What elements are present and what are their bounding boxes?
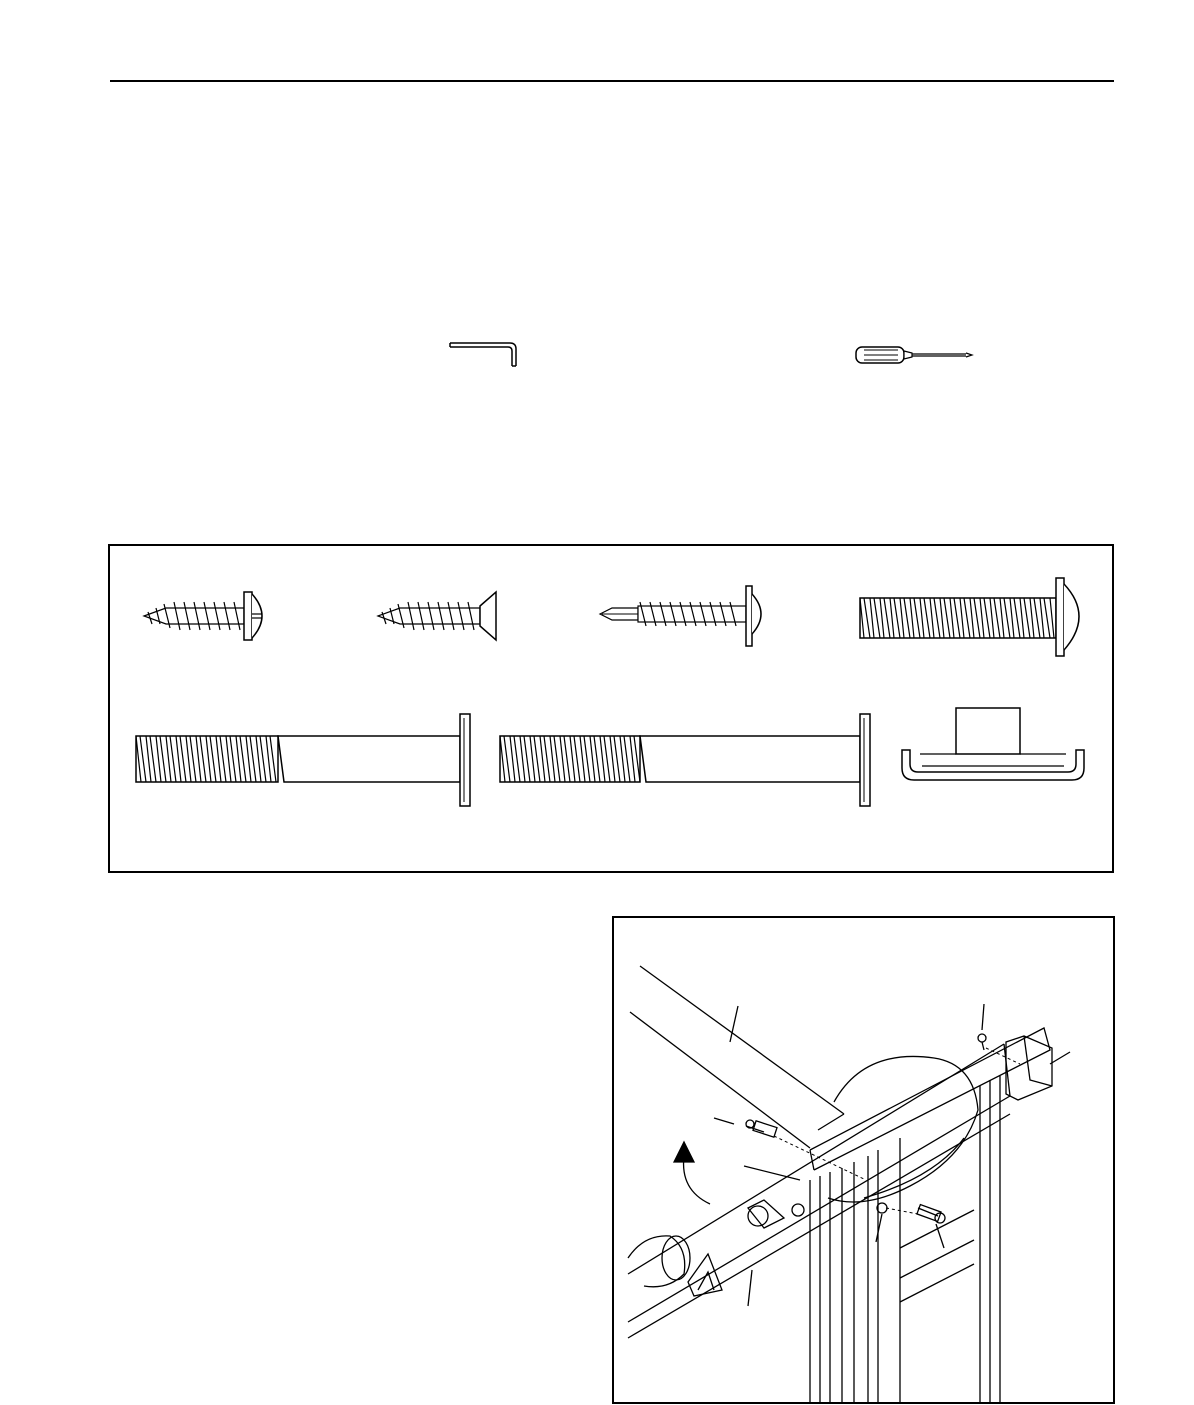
assembly-figure <box>612 916 1115 1404</box>
header-rule <box>110 80 1114 82</box>
allen-wrench-icon <box>448 340 522 368</box>
long-shoulder-bolt-icon <box>134 712 480 808</box>
treadmill-upright-assembly-illustration <box>614 918 1115 1404</box>
parts-identification-box <box>108 544 1114 873</box>
button-head-bolt-icon <box>858 576 1090 658</box>
flat-head-screw-icon <box>374 588 504 644</box>
long-shoulder-bolt-icon <box>498 712 880 808</box>
screwdriver-icon <box>854 344 976 368</box>
self-drilling-screw-icon <box>598 584 768 648</box>
bracket-icon <box>898 704 1088 786</box>
pan-head-screw-icon <box>138 588 278 644</box>
